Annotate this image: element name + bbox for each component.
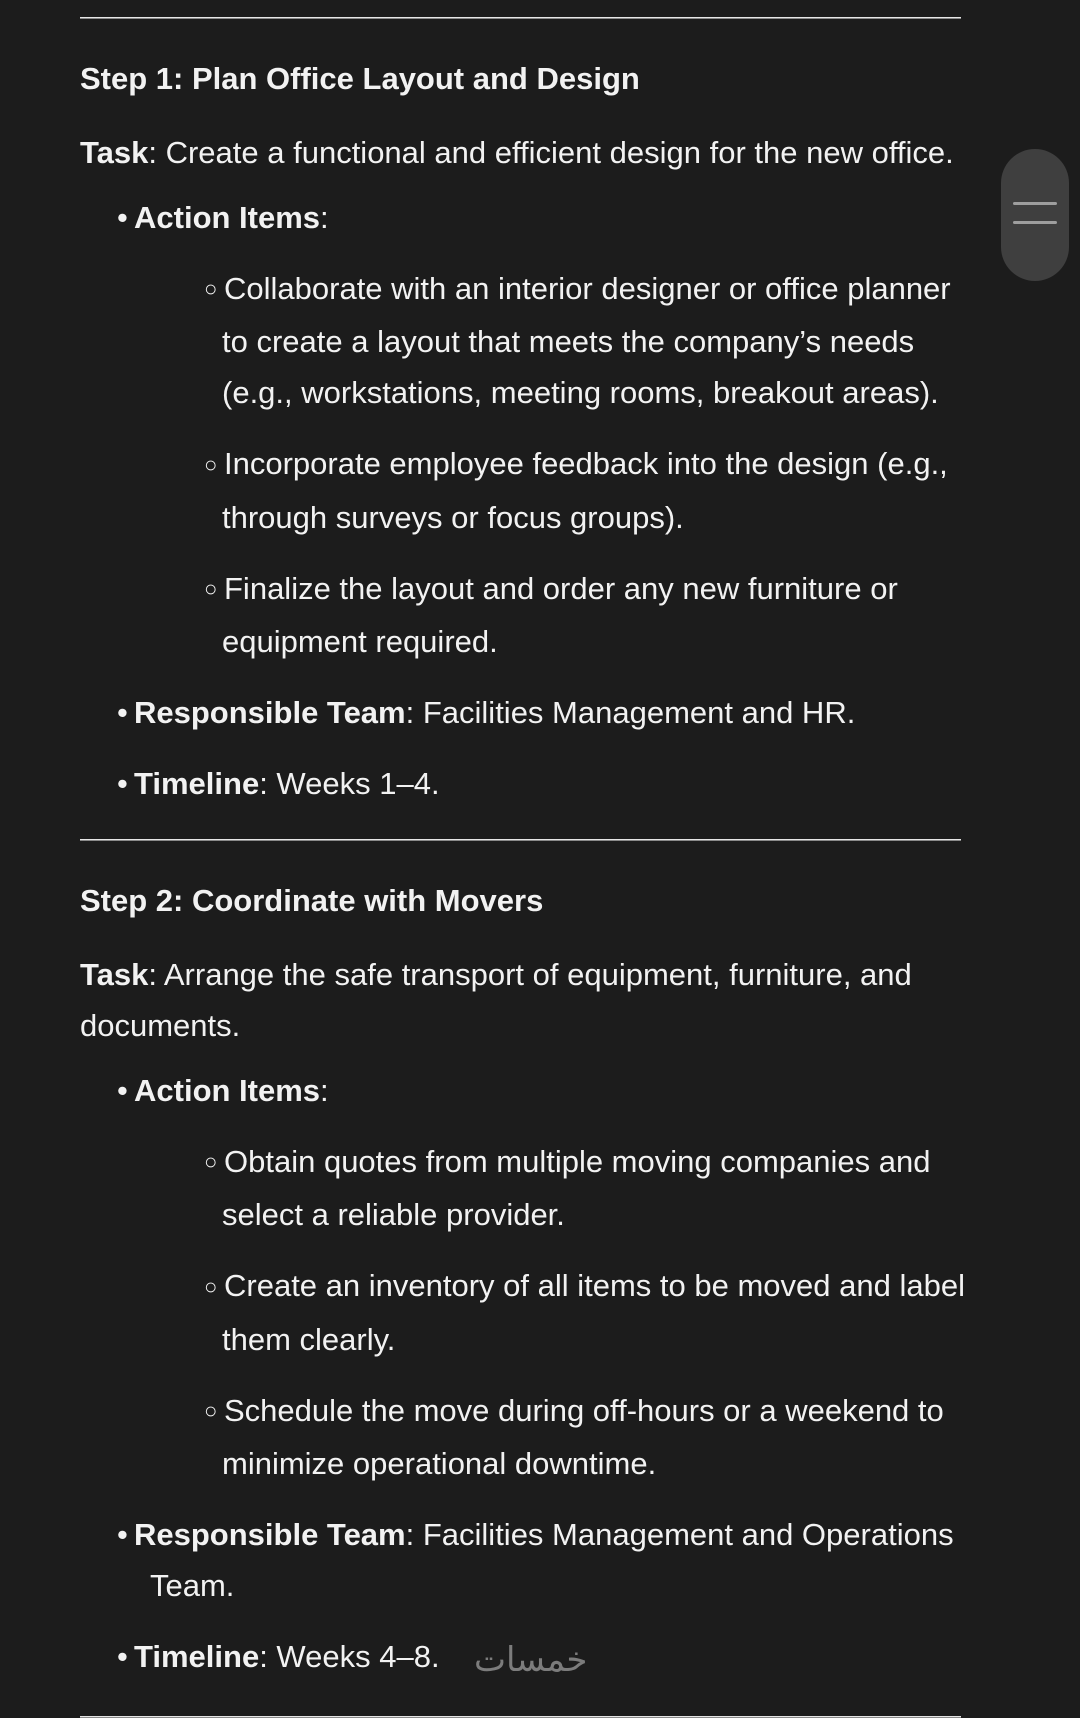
- action-item: [204, 438, 985, 542]
- action-item-continuation: to create a layout that meets the company’s needs (e.g., workstations, meeting rooms, breakout areas).: [222, 324, 939, 411]
- sub-bullet-circle: ○: [204, 451, 218, 477]
- action-item: [204, 1385, 985, 1489]
- action-item-continuation: minimize operational downtime.: [222, 1445, 657, 1481]
- sub-bullet-circle: ○: [204, 1273, 218, 1299]
- responsible-team-label: Responsible Team: [134, 694, 406, 730]
- action-item-first-line: ○ Incorporate employee feedback into the design (e.g.,: [204, 438, 967, 491]
- action-item-first-line: ○ Collaborate with an interior designer or office planner: [204, 263, 967, 316]
- action-item-continuation: equipment required.: [222, 623, 498, 659]
- document-page: [80, 0, 985, 1718]
- sub-bullet-circle: ○: [204, 276, 218, 302]
- timeline-label: Timeline: [134, 765, 260, 801]
- sub-bullet-circle: ○: [204, 1397, 218, 1423]
- action-items-bullet: [80, 192, 985, 243]
- responsible-team-bullet: [80, 1509, 985, 1611]
- step-1-title: Step 1: Plan Office Layout and Design: [80, 61, 640, 96]
- step-1-task: [80, 127, 985, 178]
- timeline-text: : Weeks 4–8.: [259, 1638, 440, 1674]
- action-item: [204, 563, 985, 667]
- action-items-label: Action Items: [134, 200, 321, 235]
- responsible-team-text: : Facilities Management and Operations Team.: [150, 1516, 954, 1603]
- scroll-handle[interactable]: [1001, 149, 1069, 281]
- action-item-continuation: select a reliable provider.: [222, 1197, 565, 1233]
- horizontal-rule: [80, 17, 961, 19]
- action-item-continuation: through surveys or focus groups).: [222, 499, 684, 535]
- step-1-section: [80, 59, 985, 809]
- task-text: : Arrange the safe transport of equipment, furniture, and documents.: [80, 956, 912, 1043]
- horizontal-rule: [80, 839, 961, 841]
- bullet-dot: •: [117, 200, 128, 235]
- bullet-dot: •: [117, 1638, 128, 1674]
- sub-bullet-circle: ○: [204, 575, 218, 601]
- responsible-team-label: Responsible Team: [134, 1516, 406, 1552]
- action-item: [204, 1260, 985, 1364]
- action-item: [204, 263, 985, 418]
- action-items-suffix: :: [320, 200, 329, 235]
- action-item-first-line: ○ Create an inventory of all items to be moved and label: [204, 1260, 967, 1313]
- timeline-text: : Weeks 1–4.: [259, 765, 440, 801]
- responsible-team-bullet: [80, 687, 985, 738]
- action-item-continuation: them clearly.: [222, 1321, 396, 1357]
- action-item: [204, 1136, 985, 1240]
- timeline-label: Timeline: [134, 1638, 260, 1674]
- timeline-bullet: [80, 758, 985, 809]
- step-2-task: [80, 949, 985, 1051]
- action-item-first-line: ○ Schedule the move during off-hours or a weekend to: [204, 1385, 967, 1438]
- grip-line-icon: [1013, 221, 1057, 224]
- bullet-dot: •: [117, 1516, 128, 1552]
- bullet-dot: •: [117, 765, 128, 801]
- action-item-first-line: ○ Obtain quotes from multiple moving companies and: [204, 1136, 967, 1189]
- bullet-dot: •: [117, 1072, 128, 1108]
- step-2-section: [80, 881, 985, 1682]
- responsible-team-text: : Facilities Management and HR.: [405, 694, 856, 730]
- task-label: Task: [80, 135, 149, 170]
- action-items-label: Action Items: [134, 1072, 321, 1108]
- action-items-suffix: :: [320, 1072, 329, 1108]
- sub-bullet-circle: ○: [204, 1149, 218, 1175]
- bullet-dot: •: [117, 694, 128, 730]
- task-label: Task: [80, 956, 149, 992]
- action-item-first-line: ○ Finalize the layout and order any new furniture or: [204, 563, 967, 616]
- watermark-logo: خمسات: [474, 1640, 588, 1680]
- action-items-bullet: [80, 1065, 985, 1116]
- step-2-title: Step 2: Coordinate with Movers: [80, 882, 544, 918]
- task-text: : Create a functional and efficient design for the new office.: [148, 135, 954, 170]
- grip-line-icon: [1013, 202, 1057, 205]
